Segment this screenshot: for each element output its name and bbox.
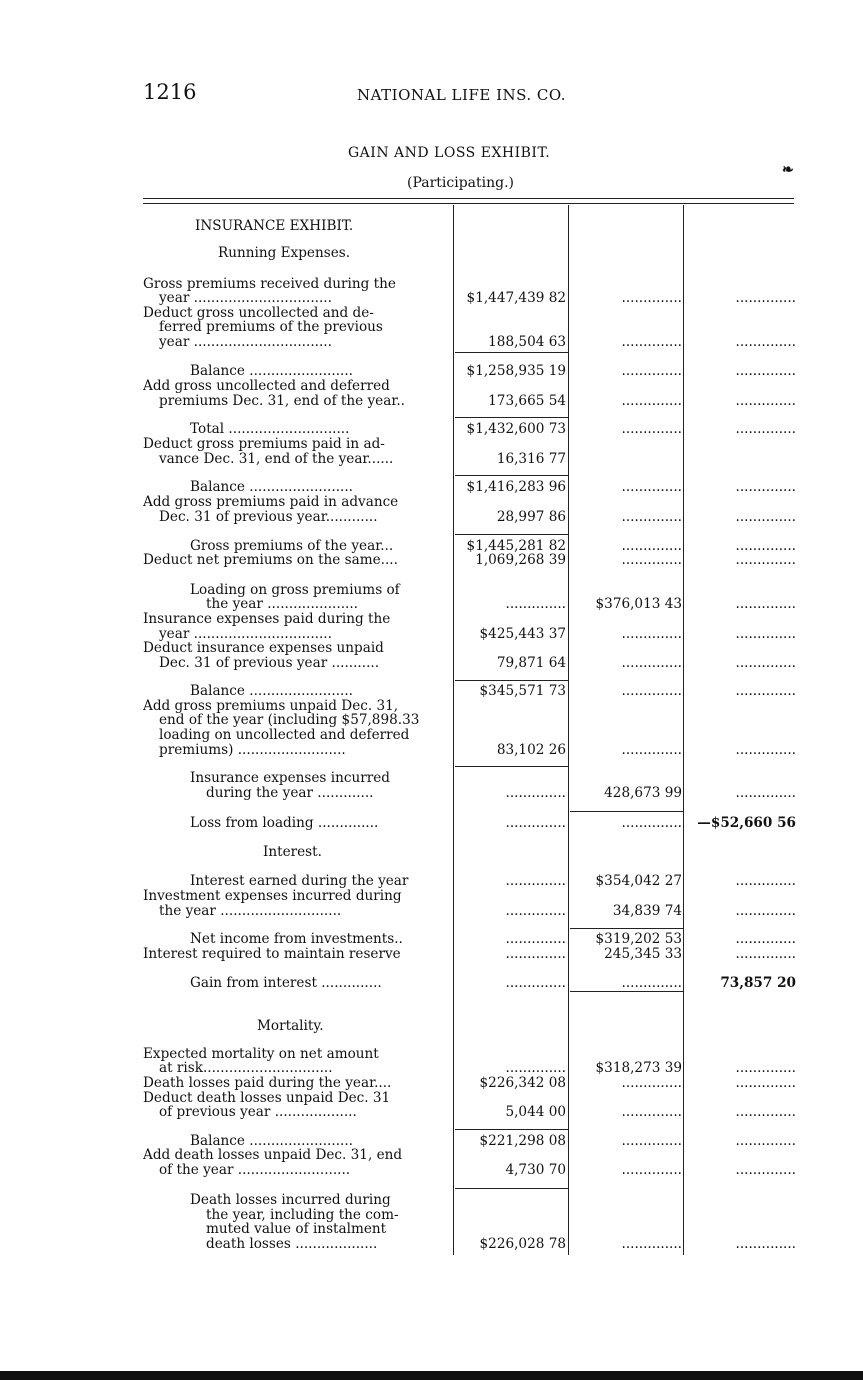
amount-column-3: ..............: [735, 874, 796, 889]
top-rule-second: [143, 203, 794, 204]
row-label: Insurance expenses incurred: [190, 771, 390, 786]
subtotal-rule: [455, 1129, 568, 1130]
row-label: Death losses incurred during: [190, 1193, 391, 1208]
amount-column-3: —$52,660 56: [697, 816, 796, 831]
amount-column-2: $376,013 43: [595, 597, 682, 612]
amount-column-1: ..............: [505, 932, 566, 947]
row-label: INSURANCE EXHIBIT.: [195, 219, 354, 234]
subtotal-rule: [455, 534, 568, 535]
amount-column-2: 245,345 33: [604, 947, 682, 962]
subtotal-rule: [570, 811, 683, 812]
amount-column-3: ..............: [735, 335, 796, 350]
row-label: Add death losses unpaid Dec. 31, end: [143, 1148, 403, 1163]
row-label: Deduct insurance expenses unpaid: [143, 641, 384, 656]
row-label: the year ............................: [159, 904, 342, 919]
amount-column-2: 428,673 99: [604, 786, 682, 801]
row-label: Death losses paid during the year....: [143, 1076, 392, 1091]
row-label: premiums) .........................: [159, 743, 346, 758]
subtotal-rule: [455, 475, 568, 476]
scan-edge-bar: [0, 1371, 863, 1380]
amount-column-3: ..............: [735, 597, 796, 612]
amount-column-1: 188,504 63: [488, 335, 566, 350]
amount-column-3: ..............: [735, 291, 796, 306]
amount-column-2: ..............: [621, 816, 682, 831]
amount-column-1: 83,102 26: [496, 743, 566, 758]
row-label: Add gross premiums unpaid Dec. 31,: [143, 699, 399, 714]
row-label: during the year .............: [206, 786, 374, 801]
row-label: muted value of instalment: [206, 1222, 387, 1237]
amount-column-2: ..............: [621, 422, 682, 437]
amount-column-1: $1,445,281 82: [466, 539, 566, 554]
amount-column-3: ..............: [735, 1237, 796, 1252]
amount-column-2: ..............: [621, 553, 682, 568]
amount-column-3: ..............: [735, 539, 796, 554]
amount-column-3: ..............: [735, 1163, 796, 1178]
row-label: premiums Dec. 31, end of the year..: [159, 394, 405, 409]
amount-column-2: ..............: [621, 364, 682, 379]
amount-column-2: ..............: [621, 976, 682, 991]
amount-column-3: ..............: [735, 364, 796, 379]
row-label: ferred premiums of the previous: [159, 320, 383, 335]
amount-column-3: ..............: [735, 1134, 796, 1149]
top-rule: [143, 198, 794, 199]
amount-column-3: ..............: [735, 394, 796, 409]
row-label: Balance ........................: [190, 1134, 353, 1149]
amount-column-3: ..............: [735, 786, 796, 801]
subtotal-rule: [455, 417, 568, 418]
row-label: Interest.: [263, 845, 322, 860]
row-label: Interest earned during the year: [190, 874, 409, 889]
row-label: year ................................: [159, 627, 332, 642]
amount-column-1: 16,316 77: [496, 452, 566, 467]
amount-column-1: $226,028 78: [479, 1237, 566, 1252]
amount-column-1: ..............: [505, 816, 566, 831]
amount-column-3: ..............: [735, 932, 796, 947]
amount-column-1: ..............: [505, 1061, 566, 1076]
subtotal-rule: [455, 680, 568, 681]
amount-column-1: 79,871 64: [496, 656, 566, 671]
amount-column-2: $319,202 53: [595, 932, 682, 947]
row-label: Gain from interest ..............: [190, 976, 382, 991]
amount-column-2: ..............: [621, 480, 682, 495]
row-label: Insurance expenses paid during the: [143, 612, 391, 627]
amount-column-3: 73,857 20: [720, 976, 796, 991]
row-label: Add gross uncollected and deferred: [143, 379, 390, 394]
row-label: year ................................: [159, 291, 332, 306]
amount-column-3: ..............: [735, 553, 796, 568]
amount-column-2: ..............: [621, 1237, 682, 1252]
row-label: at risk..............................: [159, 1061, 333, 1076]
amount-column-2: ..............: [621, 510, 682, 525]
amount-column-1: ..............: [505, 947, 566, 962]
amount-column-3: ..............: [735, 480, 796, 495]
amount-column-1: $425,443 37: [479, 627, 566, 642]
row-label: Deduct net premiums on the same....: [143, 553, 398, 568]
amount-column-1: 5,044 00: [505, 1105, 566, 1120]
row-label: Interest required to maintain reserve: [143, 947, 401, 962]
amount-column-3: ..............: [735, 627, 796, 642]
amount-column-2: ..............: [621, 1134, 682, 1149]
amount-column-3: ..............: [735, 1105, 796, 1120]
amount-column-2: ..............: [621, 627, 682, 642]
amount-column-2: ..............: [621, 1163, 682, 1178]
row-label: Dec. 31 of previous year ...........: [159, 656, 380, 671]
amount-column-3: ..............: [735, 422, 796, 437]
row-label: Deduct gross uncollected and de-: [143, 306, 374, 321]
row-label: vance Dec. 31, end of the year......: [159, 452, 394, 467]
row-label: Expected mortality on net amount: [143, 1047, 379, 1062]
row-label: end of the year (including $57,898.33: [159, 713, 420, 728]
amount-column-3: ..............: [735, 947, 796, 962]
subtotal-rule: [455, 1188, 568, 1189]
row-label: Add gross premiums paid in advance: [143, 495, 399, 510]
amount-column-1: $221,298 08: [479, 1134, 566, 1149]
amount-column-1: $1,416,283 96: [466, 480, 566, 495]
amount-column-1: $1,447,439 82: [466, 291, 566, 306]
running-head: NATIONAL LIFE INS. CO.: [357, 86, 567, 104]
row-label: Balance ........................: [190, 684, 353, 699]
amount-column-1: 4,730 70: [505, 1163, 566, 1178]
amount-column-2: ..............: [621, 539, 682, 554]
amount-column-1: $226,342 08: [479, 1076, 566, 1091]
row-label: Total ............................: [190, 422, 350, 437]
amount-column-3: ..............: [735, 1076, 796, 1091]
amount-column-1: $345,571 73: [479, 684, 566, 699]
row-label: Deduct gross premiums paid in ad-: [143, 437, 385, 452]
amount-column-1: 1,069,268 39: [475, 553, 566, 568]
amount-column-1: $1,258,935 19: [466, 364, 566, 379]
row-label: loading on uncollected and deferred: [159, 728, 410, 743]
row-label: Loading on gross premiums of: [190, 583, 400, 598]
row-label: year ................................: [159, 335, 332, 350]
exhibit-title: GAIN AND LOSS EXHIBIT.: [348, 145, 551, 161]
row-label: Dec. 31 of previous year............: [159, 510, 378, 525]
subtotal-rule: [455, 766, 568, 767]
amount-column-1: $1,432,600 73: [466, 422, 566, 437]
subtotal-rule: [570, 928, 683, 929]
row-label: the year, including the com-: [206, 1208, 399, 1223]
amount-column-3: ..............: [735, 510, 796, 525]
column-divider: [453, 205, 454, 1255]
page-number: 1216: [143, 80, 197, 104]
subtotal-rule: [455, 352, 568, 353]
row-label: Net income from investments..: [190, 932, 403, 947]
row-label: Balance ........................: [190, 364, 353, 379]
row-label: Loss from loading ..............: [190, 816, 379, 831]
amount-column-2: ..............: [621, 1105, 682, 1120]
amount-column-1: ..............: [505, 976, 566, 991]
row-label: Running Expenses.: [218, 246, 351, 261]
amount-column-1: ..............: [505, 874, 566, 889]
amount-column-3: ..............: [735, 656, 796, 671]
row-label: Balance ........................: [190, 480, 353, 495]
amount-column-3: ..............: [735, 684, 796, 699]
row-label: of the year ..........................: [159, 1163, 351, 1178]
amount-column-2: 34,839 74: [612, 904, 682, 919]
column-divider: [568, 205, 569, 1255]
row-label: Gross premiums received during the: [143, 277, 396, 292]
amount-column-3: ..............: [735, 743, 796, 758]
row-label: of previous year ...................: [159, 1105, 357, 1120]
amount-column-1: ..............: [505, 786, 566, 801]
amount-column-2: ..............: [621, 394, 682, 409]
amount-column-2: ..............: [621, 335, 682, 350]
amount-column-3: ..............: [735, 1061, 796, 1076]
row-label: Mortality.: [257, 1019, 324, 1034]
exhibit-subtitle: (Participating.): [407, 175, 515, 191]
amount-column-2: ..............: [621, 291, 682, 306]
amount-column-1: 28,997 86: [496, 510, 566, 525]
column-divider: [683, 205, 684, 1255]
amount-column-3: ..............: [735, 904, 796, 919]
row-label: Investment expenses incurred during: [143, 889, 402, 904]
row-label: death losses ...................: [206, 1237, 378, 1252]
amount-column-2: ..............: [621, 656, 682, 671]
subtotal-rule: [570, 991, 683, 992]
amount-column-2: ..............: [621, 684, 682, 699]
amount-column-2: ..............: [621, 743, 682, 758]
row-label: Deduct death losses unpaid Dec. 31: [143, 1091, 391, 1106]
amount-column-2: ..............: [621, 1076, 682, 1091]
amount-column-1: ..............: [505, 597, 566, 612]
row-label: the year .....................: [206, 597, 358, 612]
amount-column-1: 173,665 54: [488, 394, 566, 409]
amount-column-2: $318,273 39: [595, 1061, 682, 1076]
row-label: Gross premiums of the year...: [190, 539, 394, 554]
amount-column-2: $354,042 27: [595, 874, 682, 889]
amount-column-1: ..............: [505, 904, 566, 919]
corner-ink-mark: ❧: [782, 162, 794, 178]
